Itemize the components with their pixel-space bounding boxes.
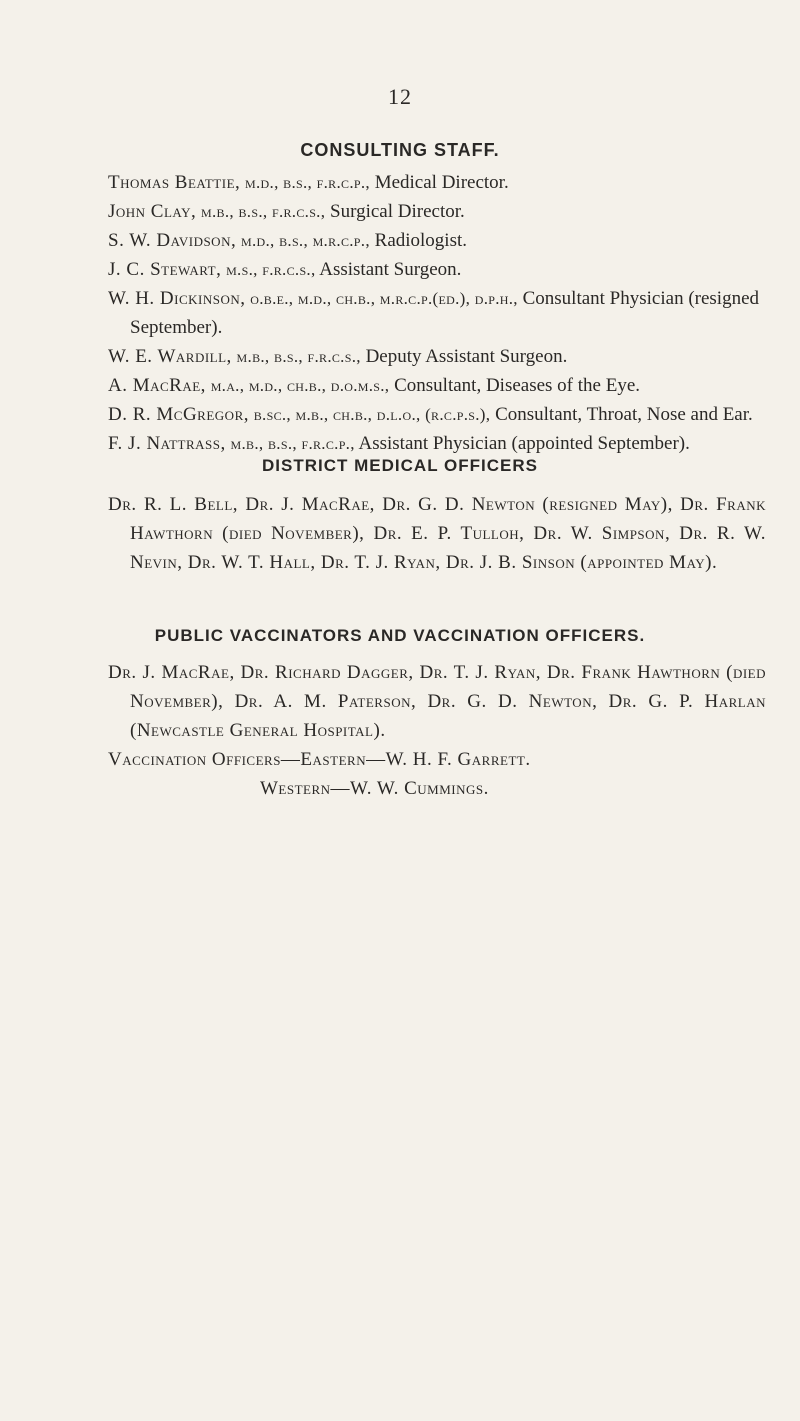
staff-entry — [108, 197, 766, 226]
staff-name: S. W. Davidson, — [108, 230, 237, 251]
district-medical-officers-heading: DISTRICT MEDICAL OFFICERS — [262, 456, 538, 475]
staff-role: Consultant, Diseases of the Eye. — [394, 375, 641, 396]
public-vaccinators-section — [108, 658, 766, 803]
staff-role: Assistant Physician (appointed September). — [358, 433, 690, 454]
staff-entry — [108, 284, 766, 342]
staff-qualifications: m.b., b.s., f.r.c.s., — [201, 202, 326, 221]
staff-qualifications: m.b., b.s., f.r.c.s., — [236, 347, 361, 366]
staff-name: A. MacRae, — [108, 375, 206, 396]
staff-role: Consultant, Throat, Nose and Ear. — [495, 404, 753, 425]
staff-qualifications: b.sc., m.b., ch.b., d.l.o., (r.c.p.s.), — [253, 405, 491, 424]
staff-qualifications: m.d., b.s., m.r.c.p., — [240, 231, 370, 250]
staff-entry — [108, 429, 766, 458]
staff-entry — [108, 342, 766, 371]
staff-name: F. J. Nattrass, — [108, 433, 226, 454]
staff-name: D. R. McGregor, — [108, 404, 249, 425]
staff-name: W. E. Wardill, — [108, 346, 232, 367]
consulting-staff-list — [108, 168, 766, 458]
staff-name: J. C. Stewart, — [108, 259, 222, 280]
vaccination-officers-eastern: Vaccination Officers—Eastern—W. H. F. Garrett. — [108, 749, 531, 770]
staff-role: Deputy Assistant Surgeon. — [365, 346, 568, 367]
staff-role: Radiologist. — [374, 230, 468, 251]
staff-name: John Clay, — [108, 201, 197, 222]
staff-role: Medical Director. — [374, 172, 509, 193]
staff-role: Assistant Surgeon. — [319, 259, 462, 280]
staff-name: Thomas Beattie, — [108, 172, 241, 193]
staff-entry — [108, 371, 766, 400]
staff-qualifications: m.a., m.d., ch.b., d.o.m.s., — [210, 376, 390, 395]
staff-entry — [108, 168, 766, 197]
vaccination-officers-western: Western—W. W. Cummings. — [260, 778, 489, 799]
public-vaccinators-heading: PUBLIC VACCINATORS AND VACCINATION OFFICERS. — [154, 626, 646, 645]
staff-qualifications: m.s., f.r.c.s., — [226, 260, 316, 279]
page-number: 12 — [388, 84, 412, 109]
staff-qualifications: o.b.e., m.d., ch.b., m.r.c.p.(ed.), d.p.h., — [250, 289, 518, 308]
staff-entry — [108, 255, 766, 284]
staff-qualifications: m.b., b.s., f.r.c.p., — [230, 434, 355, 453]
staff-name: W. H. Dickinson, — [108, 288, 246, 309]
staff-entry — [108, 226, 766, 255]
district-medical-officers-text: Dr. R. L. Bell, Dr. J. MacRae, Dr. G. D. Newton (resigned May), Dr. Frank Hawthorn (died November), Dr. E. P. Tulloh, Dr. W. Simpson, Dr. R. W. Nevin, Dr. W. T. Hall, Dr. T. J. Ryan, Dr. J. B. Sinson (appointed May). — [108, 494, 766, 573]
public-vaccinators-text: Dr. J. MacRae, Dr. Richard Dagger, Dr. T. J. Ryan, Dr. Frank Hawthorn (died November), Dr. A. M. Paterson, Dr. G. D. Newton, Dr. G. P. Harlan (Newcastle General Hospital). — [108, 662, 766, 741]
consulting-staff-heading: CONSULTING STAFF. — [300, 140, 500, 160]
staff-entry — [108, 400, 766, 429]
staff-role: Consultant Physician (resigned September). — [130, 288, 760, 338]
district-medical-officers-section — [108, 490, 766, 577]
staff-qualifications: m.d., b.s., f.r.c.p., — [245, 173, 370, 192]
staff-role: Surgical Director. — [330, 201, 465, 222]
